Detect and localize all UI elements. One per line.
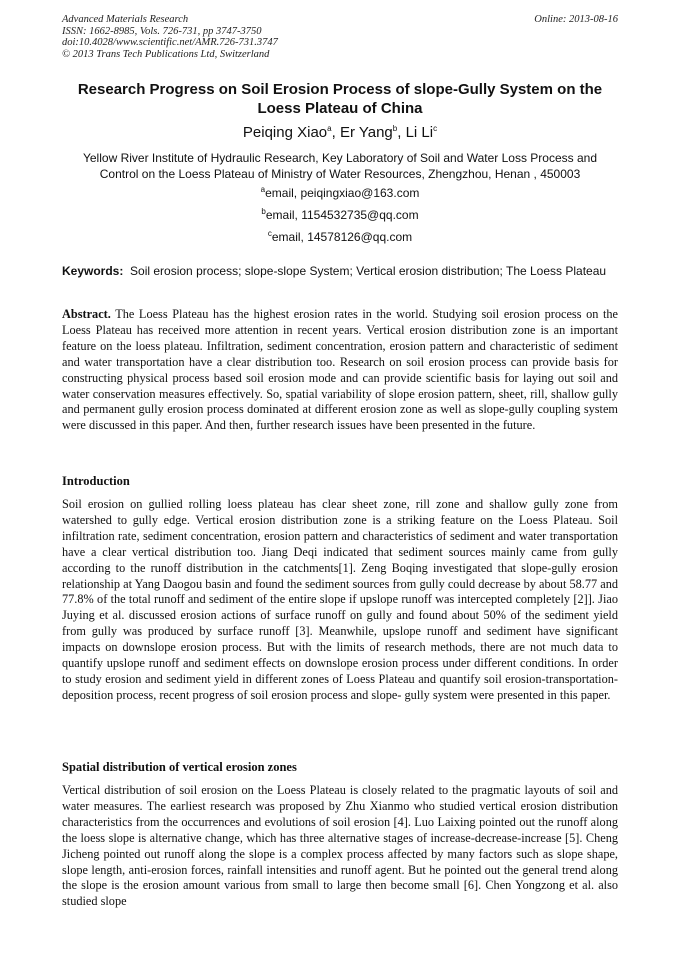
author-mark: a: [327, 124, 332, 133]
author-separator: ,: [331, 124, 340, 141]
email-mark: b: [261, 207, 266, 216]
journal-issn: ISSN: 1662-8985, Vols. 726-731, pp 3747-3750: [62, 25, 262, 37]
author-list: [62, 123, 618, 143]
journal-name: Advanced Materials Research: [62, 14, 189, 25]
author-name: Peiqing Xiao: [242, 124, 328, 141]
journal-doi: doi:10.4028/www.scientific.net/AMR.726-731.3747: [62, 37, 278, 48]
author-email: [62, 230, 618, 245]
author-separator: ,: [397, 124, 406, 141]
section-heading-introduction: Introduction: [62, 474, 130, 488]
journal-copyright: © 2013 Trans Tech Publications Ltd, Switzerland: [62, 48, 270, 60]
abstract-label: Abstract.: [62, 307, 111, 321]
author-mark: b: [392, 124, 398, 133]
online-date: Online: 2013-08-16: [534, 14, 618, 25]
journal-header: [62, 14, 618, 60]
introduction-text: Soil erosion on gullied rolling loess plateau has clear sheet zone, rill zone and shallow gully zone from watershed to gully edge. Vertical erosion distribution zone is a striking feature on the Loess Plateau. Soil infiltration rate, sediment concentration, erosion pattern and characteristics of sediment and water transportation have a clear vertical distribution too. Jiang Deqi indicated that sediment sources mainly came from gully according to the runoff distribution in the catchments[1]. Zeng Boqing investigated that slope-gully erosion relationship at Yang Daogou basin and found the sediment sources from gully could decrease by about 58.77 and 77.8% of the total runoff and sediment of the entire slope if upslope runoff was intercepted completely [2]]. Jiao Juying et al. discussed erosion actions of surface runoff on gully and found about 50% of the sediment yield from gully was produced by surface runoff [3]. Meanwhile, upslope runoff and sediment have significant impacts on downslope erosion process. But with the limits of research methods, there are not much data to quantify upslope runoff and sediment effects on downslope erosion process under different conditions. In order to study erosion and sediment yield in different zones of Loess Plateau and quantify soil erosion-transportation-deposition process, recent progress of soil erosion process and slope- gully system were presented in this paper.: [62, 497, 618, 702]
section-heading-spatial-distribution: Spatial distribution of vertical erosion zones: [62, 760, 297, 774]
keywords-text: Soil erosion process; slope-slope System; Vertical erosion distribution; The Loess Plateau: [130, 264, 607, 278]
email-mark: a: [260, 185, 266, 194]
email-text: email, 1154532735@qq.com: [265, 208, 419, 222]
author-name: Li Li: [405, 124, 434, 141]
email-text: email, peiqingxiao@163.com: [265, 186, 420, 200]
author-email: [62, 208, 618, 223]
keywords: [62, 264, 618, 279]
affiliation: Yellow River Institute of Hydraulic Research, Key Laboratory of Soil and Water Loss Process and Control on the Loess Plateau of Ministry of Water Resources, Zhengzhou, Henan , 450003: [82, 151, 598, 181]
keywords-label: Keywords:: [62, 264, 124, 278]
email-text: email, 14578126@qq.com: [271, 230, 413, 244]
author-name: Er Yang: [339, 124, 393, 141]
author-email: [62, 186, 618, 201]
abstract: [62, 307, 618, 434]
email-mark: c: [267, 229, 272, 238]
spatial-distribution-text: Vertical distribution of soil erosion on the Loess Plateau is closely related to the pragmatic layouts of soil and water measures. The earliest research was proposed by Zhu Xianmo who studied vertical erosion distribution characteristics from the occurrences and evolutions of soil erosion [4]. Luo Laixing pointed out the runoff along the loess slope is alternative change, which has three alternative stages of increase-decrease-increase [5]. Cheng Jicheng pointed out runoff along the slope is a complex process affected by many factors such as slope shape, slope length, anti-erosion forces, rainfall intensities and runoff agent. But he pointed out the general trend along the slope is the erosion amount various from small to large then become small [6]. Chen Yongzong et al. also studied slope: [62, 783, 618, 909]
abstract-text: The Loess Plateau has the highest erosion rates in the world. Studying soil erosion process on the Loess Plateau has received more attention in recent years. Vertical erosion distribution zone is an important feature on the loess plateau. Infiltration, sediment concentration, erosion pattern and characteristic of sediment and water transportation have a clear distribution too. Research on soil erosion process can provide basis for constructing physical process based soil erosion mode and can provide scientific basis for laying out soil and water conservation measures effectively. So, spatial variability of slope erosion pattern, sheet, rill, shallow gully and permanent gully erosion process dominated at different erosion zone as well as slope-gully coupling system were discussed in this paper. And then, further research issues have been presented in the future.: [62, 307, 618, 433]
paper-title: Research Progress on Soil Erosion Process of slope-Gully System on the Loess Plateau of China: [77, 81, 603, 117]
author-mark: c: [433, 124, 438, 133]
